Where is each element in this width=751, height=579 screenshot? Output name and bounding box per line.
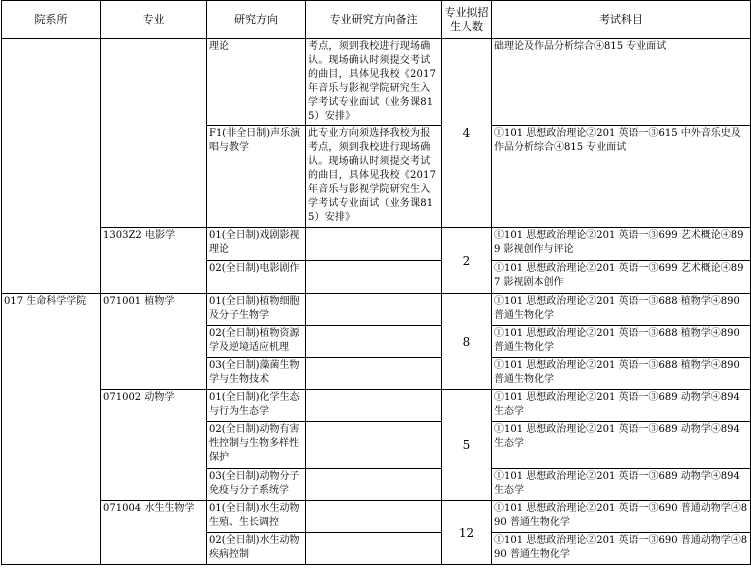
quota-cell: 12 [442, 501, 492, 565]
subjects-cell: ①101 思想政治理论②201 英语一③690 普通动物学④890 普通生物化学 [492, 533, 751, 565]
subjects-cell: ①101 思想政治理论②201 英语一③699 艺术概论④897 影视剧本创作 [492, 261, 751, 294]
subjects-cell: 础理论及作品分析综合④815 专业面试 [492, 39, 751, 126]
subjects-cell: ①101 思想政治理论②201 英语一③688 植物学④890 普通生物化学 [492, 326, 751, 358]
subjects-cell: ①101 思想政治理论②201 英语一③689 动物学④894 生态学 [492, 422, 751, 469]
remark-cell-empty [306, 469, 442, 501]
quota-cell: 8 [442, 294, 492, 390]
header-direction: 研究方向 [207, 1, 306, 39]
subjects-cell: ①101 思想政治理论②201 英语一③689 动物学④894 生态学 [492, 390, 751, 422]
remark-cell-empty [306, 390, 442, 422]
direction-cell: 01(全日制)水生动物生殖、生长调控 [207, 501, 306, 533]
remark-cell-empty [306, 228, 442, 261]
remark-cell-empty [306, 533, 442, 565]
table-row [2, 39, 751, 126]
quota-cell: 2 [442, 228, 492, 294]
remark-cell-empty [306, 326, 442, 358]
direction-cell: F1(非全日制)声乐演唱与教学 [207, 126, 306, 228]
direction-cell: 02(全日制)动物有害性控制与生物多样性保护 [207, 422, 306, 469]
table-row [2, 501, 751, 533]
quota-cell: 5 [442, 390, 492, 501]
header-remark: 专业研究方向备注 [306, 1, 442, 39]
remark-cell-empty [306, 261, 442, 294]
header-quota: 专业拟招生人数 [442, 1, 492, 39]
major-cell: 071002 动物学 [101, 390, 207, 501]
dept-cell: 017 生命科学学院 [2, 294, 101, 565]
table-row [2, 390, 751, 422]
quota-cell: 4 [442, 39, 492, 228]
subjects-cell: ①101 思想政治理论②201 英语一③689 动物学④894 生态学 [492, 469, 751, 501]
subjects-cell: ①101 思想政治理论②201 英语一③699 艺术概论④899 影视创作与评论 [492, 228, 751, 261]
dept-cell-empty [2, 39, 101, 294]
header-subjects: 考试科目 [492, 1, 751, 39]
direction-cell: 02(全日制)植物资源学及逆境适应机理 [207, 326, 306, 358]
direction-cell: 02(全日制)电影剧作 [207, 261, 306, 294]
direction-cell: 01(全日制)戏剧影视理论 [207, 228, 306, 261]
subjects-cell: ①101 思想政治理论②201 英语一③688 植物学④890 普通生物化学 [492, 358, 751, 390]
remark-cell: 考点，须到我校进行现场确认。现场确认时须提交考试的曲目，具体见我校《2017年音乐与影视学院研究生入学考试专业面试（业务课815）安排》 [306, 39, 442, 126]
major-cell-empty [101, 39, 207, 228]
remark-cell-empty [306, 358, 442, 390]
subjects-cell: ①101 思想政治理论②201 英语一③690 普通动物学④890 普通生物化学 [492, 501, 751, 533]
direction-cell: 理论 [207, 39, 306, 126]
subjects-cell: ①101 思想政治理论②201 英语一③688 植物学④890 普通生物化学 [492, 294, 751, 326]
major-cell: 071004 水生生物学 [101, 501, 207, 565]
direction-cell: 03(全日制)藻菌生物学与生物技术 [207, 358, 306, 390]
remark-cell-empty [306, 501, 442, 533]
major-cell: 1303Z2 电影学 [101, 228, 207, 294]
subjects-cell: ①101 思想政治理论②201 英语一③615 中外音乐史及作品分析综合④815 专业面试 [492, 126, 751, 228]
direction-cell: 02(全日制)水生动物疾病控制 [207, 533, 306, 565]
table-row [2, 294, 751, 326]
header-major: 专业 [101, 1, 207, 39]
direction-cell: 03(全日制)动物分子免疫与分子系统学 [207, 469, 306, 501]
header-dept: 院系所 [2, 1, 101, 39]
remark-cell: 此专业方向须选择我校为报考点，须到我校进行现场确认。现场确认时须提交考试的曲目，具体见我校《2017年音乐与影视学院研究生入学考试专业面试（业务课815）安排》 [306, 126, 442, 228]
header-row [2, 1, 751, 39]
table-row [2, 228, 751, 261]
enrollment-table [1, 0, 751, 565]
major-cell: 071001 植物学 [101, 294, 207, 390]
remark-cell-empty [306, 422, 442, 469]
direction-cell: 01(全日制)植物细胞及分子生物学 [207, 294, 306, 326]
direction-cell: 01(全日制)化学生态与行为生态学 [207, 390, 306, 422]
remark-cell-empty [306, 294, 442, 326]
